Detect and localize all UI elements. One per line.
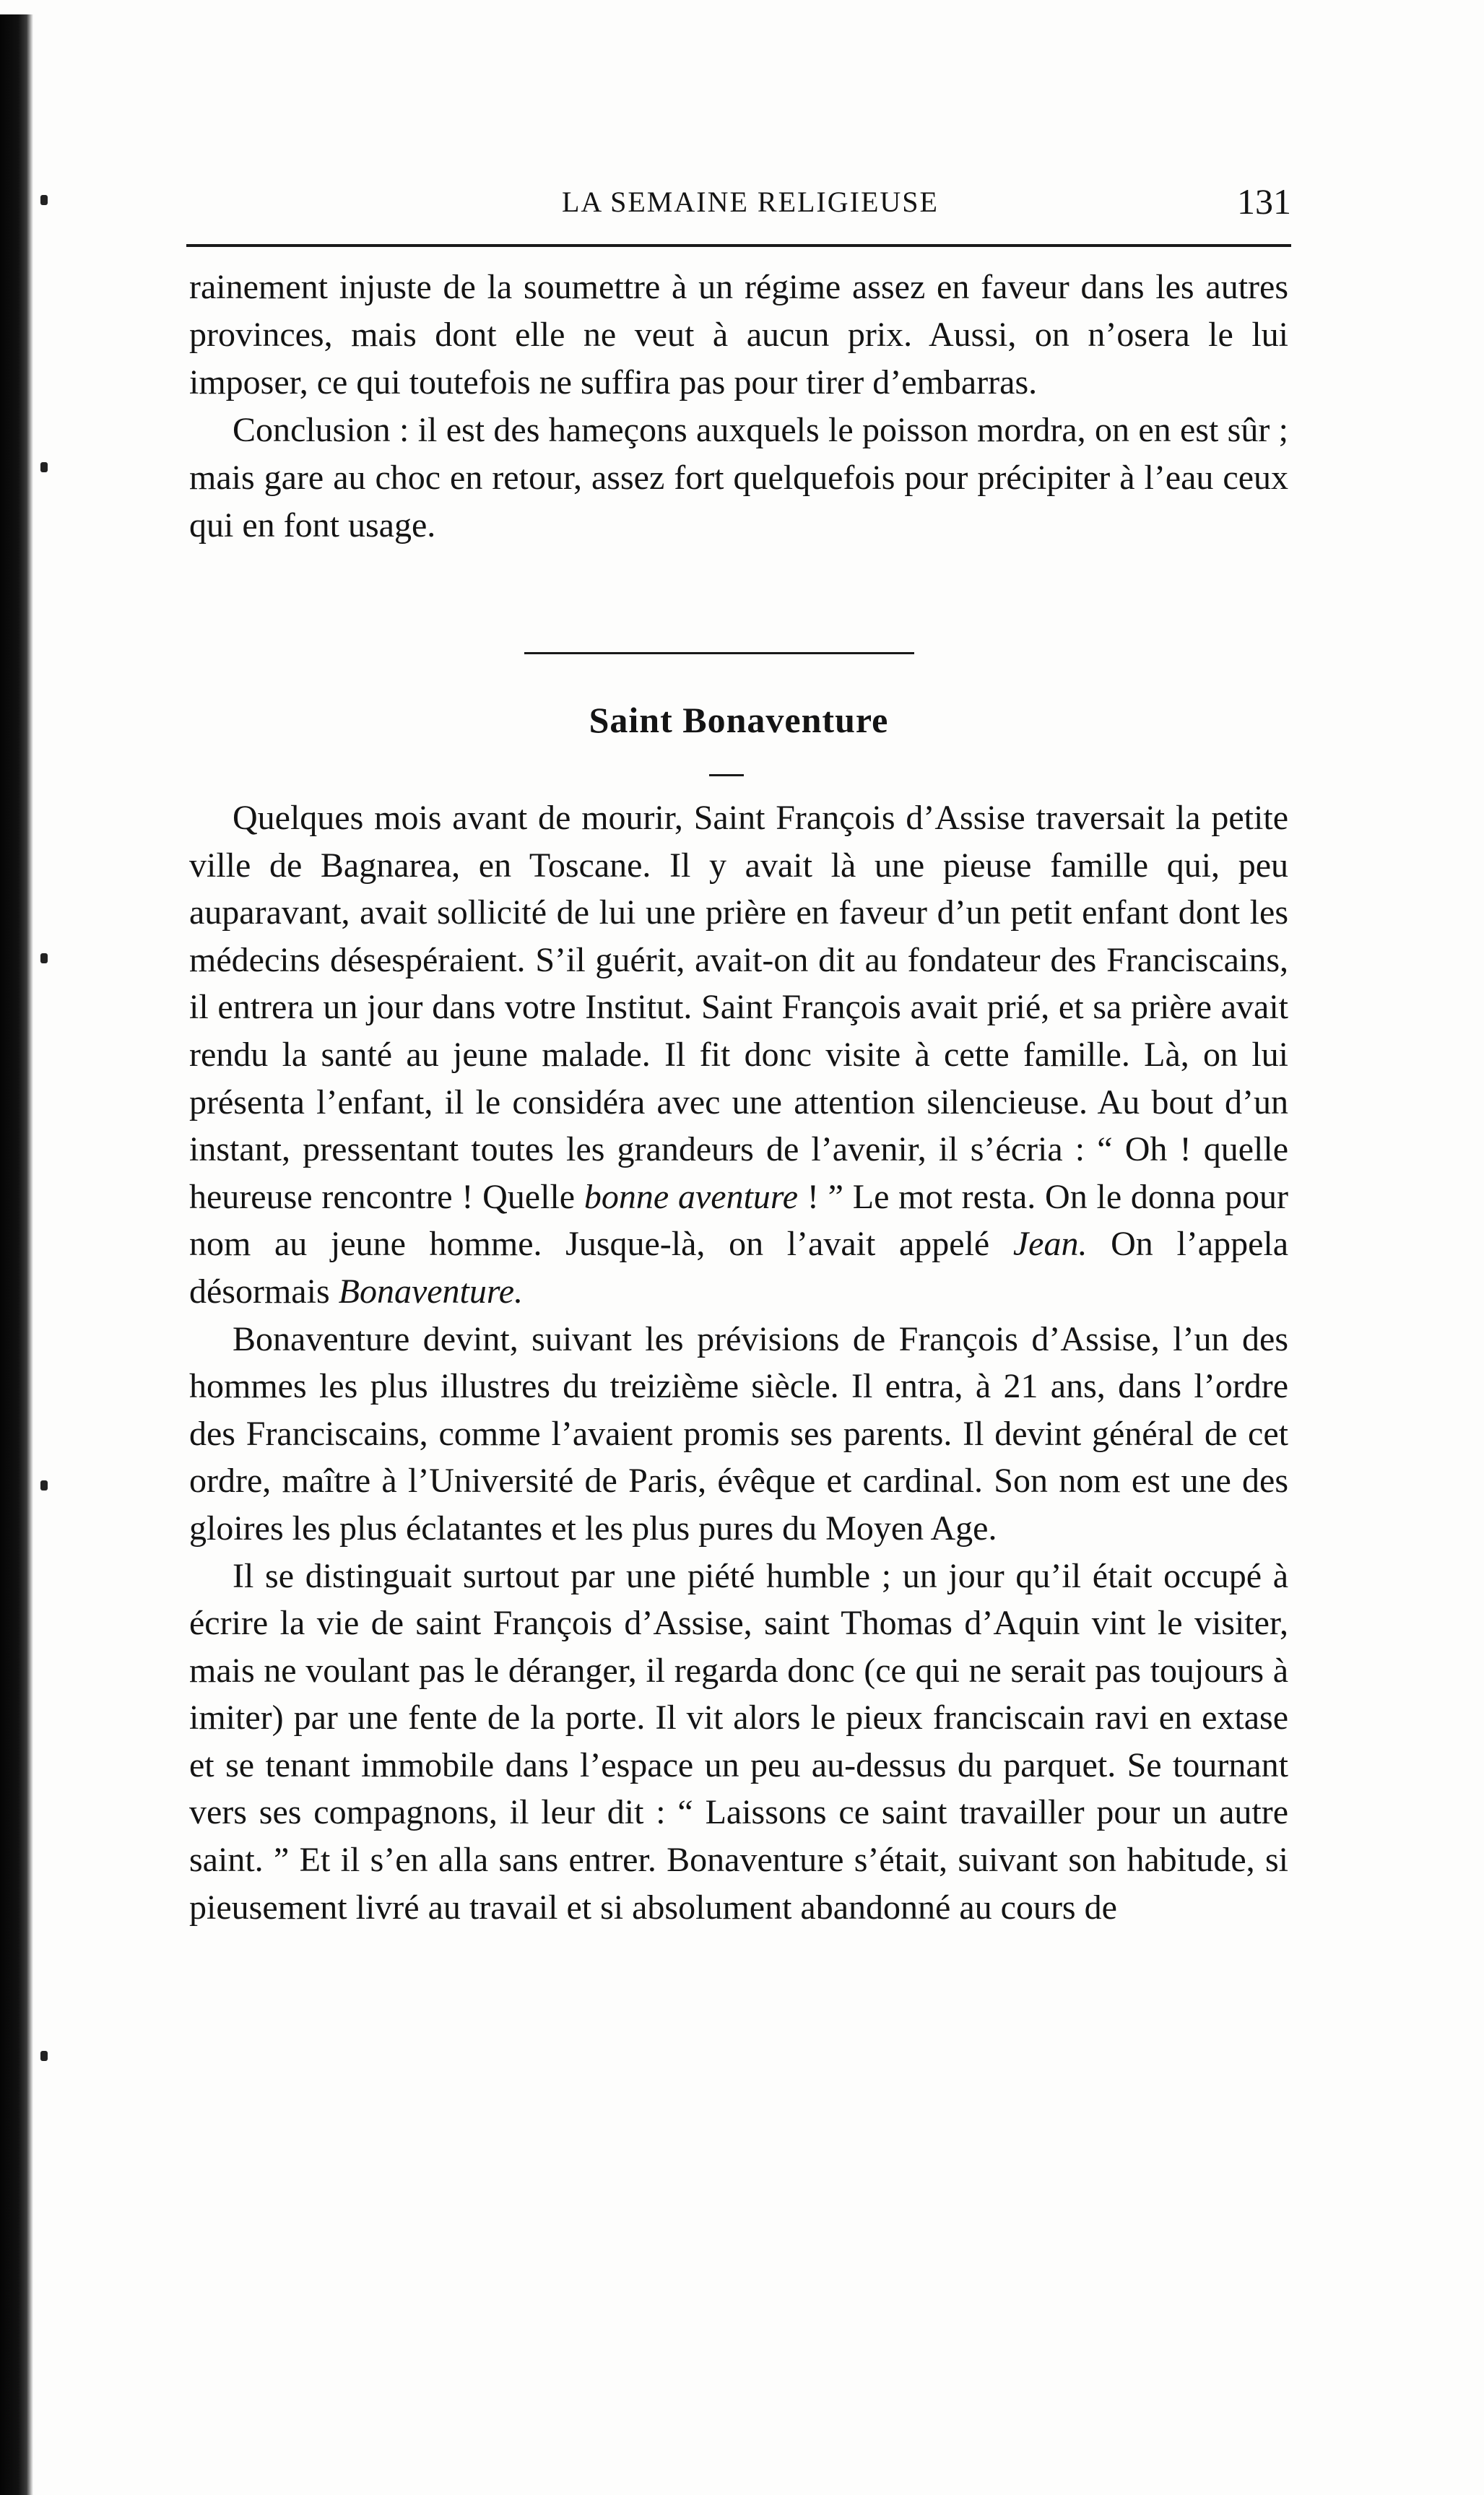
article-title: Saint Bonaventure	[589, 700, 889, 740]
binding-edge	[0, 14, 33, 2495]
paragraph	[189, 794, 1288, 1316]
running-head	[186, 181, 1291, 231]
binding-mark	[40, 2051, 48, 2061]
binding-mark	[40, 195, 48, 205]
text-run: On l’appela désormais	[189, 1225, 1289, 1311]
title-dash	[709, 774, 744, 776]
italic-name: Bonaventure.	[338, 1272, 524, 1311]
binding-mark	[40, 462, 48, 472]
binding-mark	[40, 1480, 48, 1491]
paragraph: Conclusion : il est des hameçons auxquels le poisson mordra, on en est sûr ; mais gare au choc en retour, assez fort quelquefois pour précipiter à l’eau ceux qui en font usage.	[189, 411, 1288, 544]
italic-phrase: bonne aventure	[583, 1177, 799, 1216]
text-run: Quelques mois avant de mourir, Saint François d’Assise traversait la petite ville de Bagnarea, en Toscane. Il y avait là une pieuse famille qui, peu auparavant, avait sollicité de lui une prière en faveur d’un petit enfant dont les médecins désespéraient. S’il guérit, avait-on dit au fondateur des Franciscains, il entrera un jour dans votre Institut. Saint François avait prié, et sa prière avait rendu la santé au jeune malade. Il fit donc visite à cette famille. Là, on lui présenta l’enfant, il le considéra avec une attention silencieuse. Au bout d’un instant, pressentant toutes les grandeurs de l’avenir, il s’écria : “ Oh ! quelle heureuse rencontre ! Quelle	[189, 799, 1288, 1216]
header-rule	[186, 244, 1291, 247]
previous-article-text	[189, 264, 1288, 550]
italic-name: Jean.	[1012, 1225, 1088, 1264]
page-number: 131	[1237, 181, 1291, 222]
text-run: ! ” Le mot resta. On le donna pour nom au jeune homme. Jusque-là, on l’avait appelé	[189, 1177, 1288, 1264]
binding-mark	[40, 953, 48, 963]
paragraph: rainement injuste de la soumettre à un régime assez en faveur dans les autres provinces, mais dont elle ne veut à aucun prix. Aussi, on n’osera le lui imposer, ce qui toutefois ne suffira pas pour tirer d’embarras.	[189, 268, 1288, 402]
article-body	[189, 794, 1288, 1931]
paragraph: Bonaventure devint, suivant les prévisions de François d’Assise, l’un des hommes les plus illustres du treizième siècle. Il entra, à 21 ans, dans l’ordre des Franciscains, comme l’avaient promis ses parents. Il devint général de cet ordre, maître à l’Université de Paris, évêque et cardinal. Son nom est une des gloires les plus éclatantes et les plus pures du Moyen Age.	[189, 1319, 1288, 1548]
section-separator-rule	[524, 652, 914, 654]
running-title: LA SEMAINE RELIGIEUSE	[562, 186, 939, 218]
paragraph: Il se distinguait surtout par une piété humble ; un jour qu’il était occupé à écrire la vie de saint François d’Assise, saint Thomas d’Aquin vint le visiter, mais ne voulant pas le déranger, il regarda donc (ce qui ne serait pas toujours à imiter) par une fente de la porte. Il vit alors le pieux franciscain ravi en extase et se tenant immobile dans l’espace un peu au-dessus du parquet. Se tournant vers ses compagnons, il leur dit : “ Laissons ce saint travailler pour un autre saint. ” Et il s’en alla sans entrer. Bonaventure s’était, suivant son habitude, si pieusement livré au travail et si absolument abandonné au cours de	[189, 1556, 1288, 1927]
